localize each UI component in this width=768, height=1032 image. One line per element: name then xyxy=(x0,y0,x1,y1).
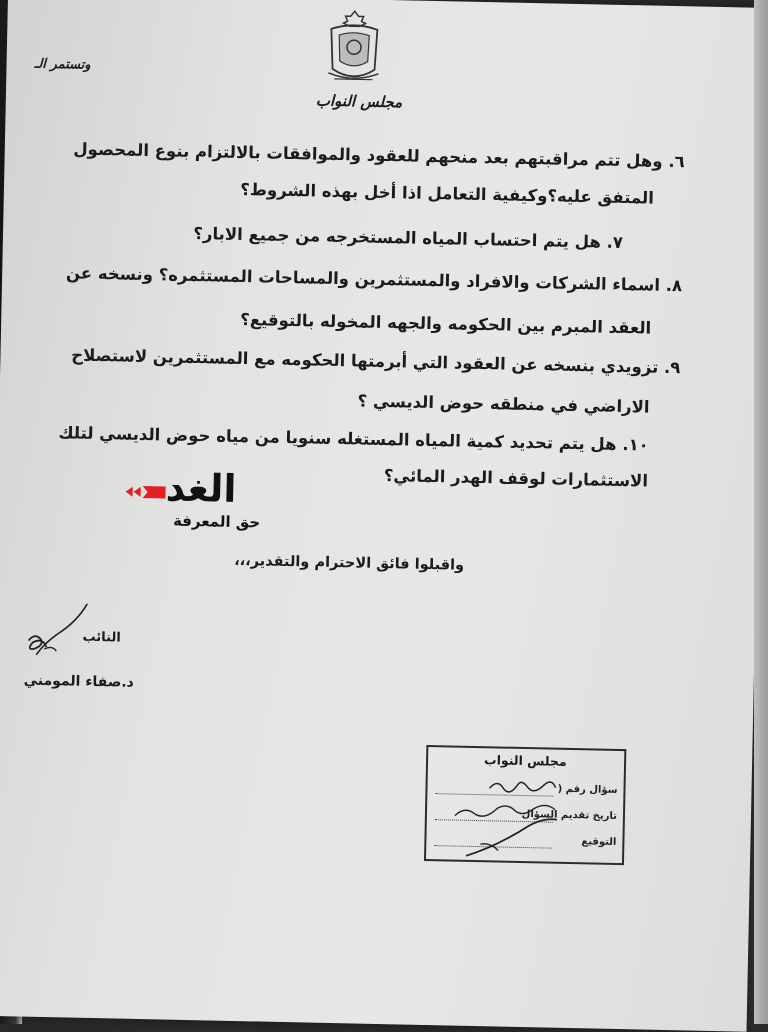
parliament-stamp xyxy=(424,745,626,865)
watermark-title: الغد xyxy=(165,465,237,511)
council-name: مجلس النواب xyxy=(315,91,403,112)
signatory-title: النائب xyxy=(82,629,121,646)
question-8-line-1: ٨. اسماء الشركات والافراد والمستثمرين والمساحات المستثمره؟ ونسخه عن xyxy=(65,263,683,296)
watermark-subtitle: حق المعرفة xyxy=(172,511,261,532)
stamp-handwriting xyxy=(426,747,624,863)
side-note: وتستمر الـ xyxy=(34,56,91,73)
question-6-line-1: ٦. وهل تتم مراقبتهم بعد منحهم للعقود والموافقات بالالتزام بنوع المحصول xyxy=(73,139,685,172)
question-9-line-2: الاراضي في منطقه حوض الديسي ؟ xyxy=(357,391,650,417)
question-6-line-2: المتفق عليه؟وكيفية التعامل اذا أخل بهذه الشروط؟ xyxy=(240,179,655,208)
alghad-watermark-logo xyxy=(125,465,296,539)
coat-of-arms-icon xyxy=(320,7,388,86)
right-page-edge xyxy=(754,0,768,1024)
question-8-line-2: العقد المبرم بين الحكومه والجهه المخوله بالتوقيع؟ xyxy=(240,309,652,338)
question-9-line-1: ٩. تزويدي بنسخه عن العقود التي أبرمتها الحكومه مع المستثمرين لاستصلاح xyxy=(71,345,681,378)
stamp-field-signature: التوقيع xyxy=(581,836,617,848)
question-10-line-2: الاستثمارات لوقف الهدر المائي؟ xyxy=(383,466,649,491)
stamp-field-number: سؤال رقم ( xyxy=(557,783,618,796)
play-arrows-icon xyxy=(126,485,166,500)
stamp-title: مجلس النواب xyxy=(483,752,567,769)
signatory-name: د.صفاء المومني xyxy=(23,672,134,691)
closing-salutation: واقبلوا فائق الاحترام والتقدير،،، xyxy=(234,552,465,574)
question-10-line-1: ١٠. هل يتم تحديد كمية المياه المستغله سنويا من مياه حوض الديسي لتلك xyxy=(58,423,649,455)
stamp-field-date: تاريخ تقديم السؤال xyxy=(521,808,618,822)
question-7-line-1: ٧. هل يتم احتساب المياه المستخرجه من جميع الابار؟ xyxy=(193,223,624,252)
